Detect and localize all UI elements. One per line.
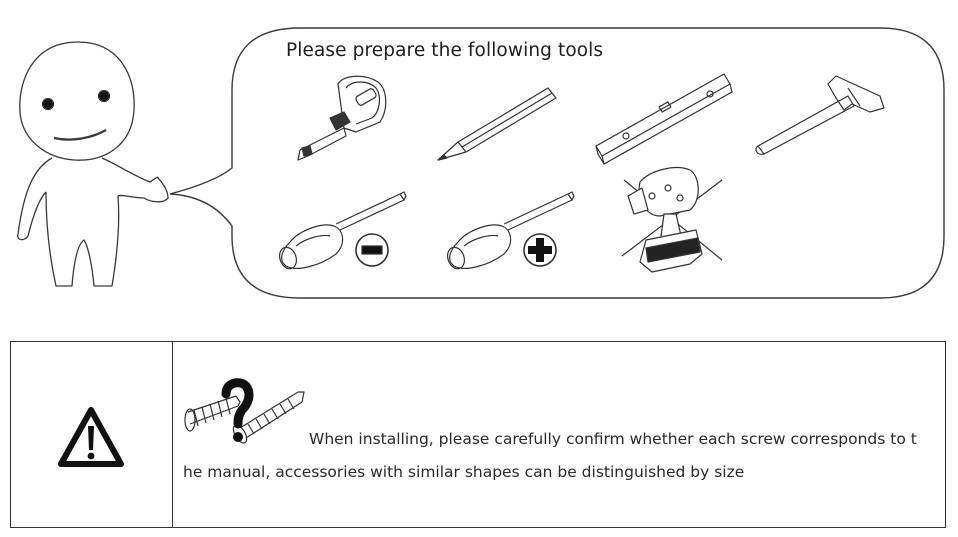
warning-icon-cell	[11, 342, 172, 527]
pencil-icon	[438, 88, 556, 160]
warning-triangle-icon	[11, 342, 172, 529]
phillips-screwdriver-icon	[445, 192, 574, 271]
flathead-screwdriver-icon	[277, 192, 406, 271]
tape-measure-icon	[298, 76, 386, 160]
speech-bubble	[170, 28, 944, 298]
warning-text-line-2: he manual, accessories with similar shapes can be distinguished by size	[183, 463, 745, 481]
tools-title: Please prepare the following tools	[286, 40, 604, 61]
electric-drill-icon	[622, 168, 722, 272]
warning-table	[10, 341, 946, 528]
hammer-icon	[756, 76, 884, 154]
warning-text-line-1: When installing, please carefully confirm whether each screw corresponds to t	[309, 430, 917, 448]
spirit-level-icon	[596, 74, 732, 164]
warning-divider	[172, 342, 173, 527]
mascot-icon	[18, 42, 168, 286]
